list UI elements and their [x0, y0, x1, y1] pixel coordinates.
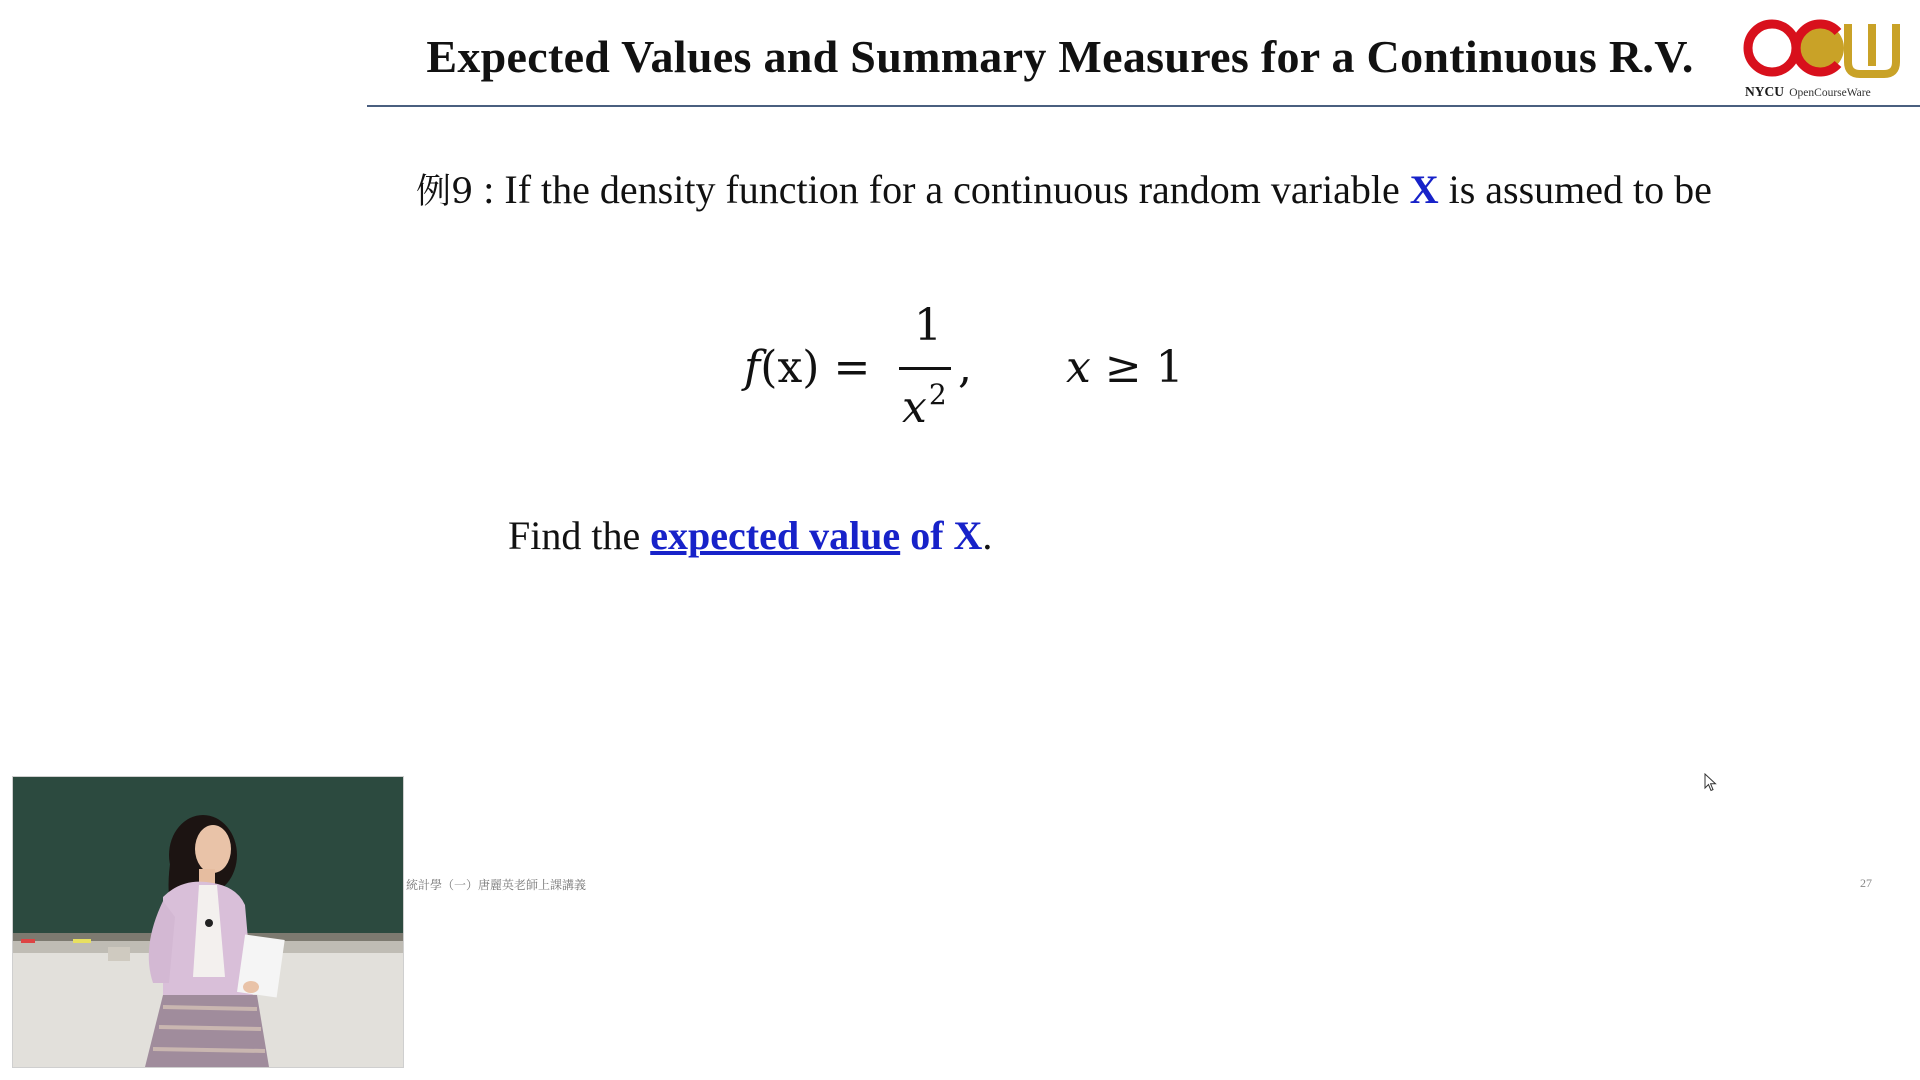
formula-comma: ,: [958, 342, 972, 393]
formula-denominator: [902, 378, 947, 433]
question-period: .: [982, 513, 993, 558]
page-number: 27: [1860, 876, 1872, 890]
problem-text-after: is assumed to be: [1438, 167, 1712, 212]
example-label: 例9: [416, 172, 474, 212]
problem-statement: [416, 164, 1712, 214]
formula-equals: =: [819, 342, 871, 393]
formula-condition: [1066, 342, 1184, 393]
formula-den-exp: 2: [928, 378, 947, 411]
formula-lhs: [744, 342, 870, 393]
footer-course: 統計學（一）唐麗英老師上課講義: [406, 878, 587, 892]
question-text: [508, 512, 992, 559]
formula-cond-var: x: [1066, 342, 1091, 393]
lecturer-video-icon: [13, 777, 403, 1067]
ocw-logo: [1740, 16, 1900, 102]
formula-den-base: x: [902, 382, 927, 433]
logo-sub-text: OpenCourseWare: [1789, 87, 1871, 99]
formula-numerator: 1: [914, 300, 942, 351]
density-formula: [744, 300, 1224, 433]
fraction-bar: [899, 367, 951, 370]
ocw-logo-icon: [1740, 16, 1900, 82]
lecturer-video-feed[interactable]: [12, 776, 404, 1068]
example-separator: :: [473, 167, 505, 212]
question-suffix: of X: [900, 513, 983, 558]
formula-fn: f: [744, 342, 761, 393]
formula-arg: (x): [760, 342, 820, 393]
formula-cond-rest: ≥ 1: [1090, 342, 1184, 393]
slide-title: Expected Values and Summary Measures for a Continuous R.V.: [426, 31, 1694, 82]
mouse-cursor-icon: [1704, 773, 1718, 793]
random-variable-x: X: [1409, 167, 1439, 212]
logo-caption: [1745, 84, 1871, 100]
expected-value-link[interactable]: expected value: [650, 513, 901, 558]
logo-brand-text: NYCU: [1745, 84, 1784, 99]
problem-text-before: If the density function for a continuous random variable: [504, 167, 1410, 212]
question-prefix: Find the: [508, 513, 651, 558]
title-divider: [367, 105, 1920, 107]
